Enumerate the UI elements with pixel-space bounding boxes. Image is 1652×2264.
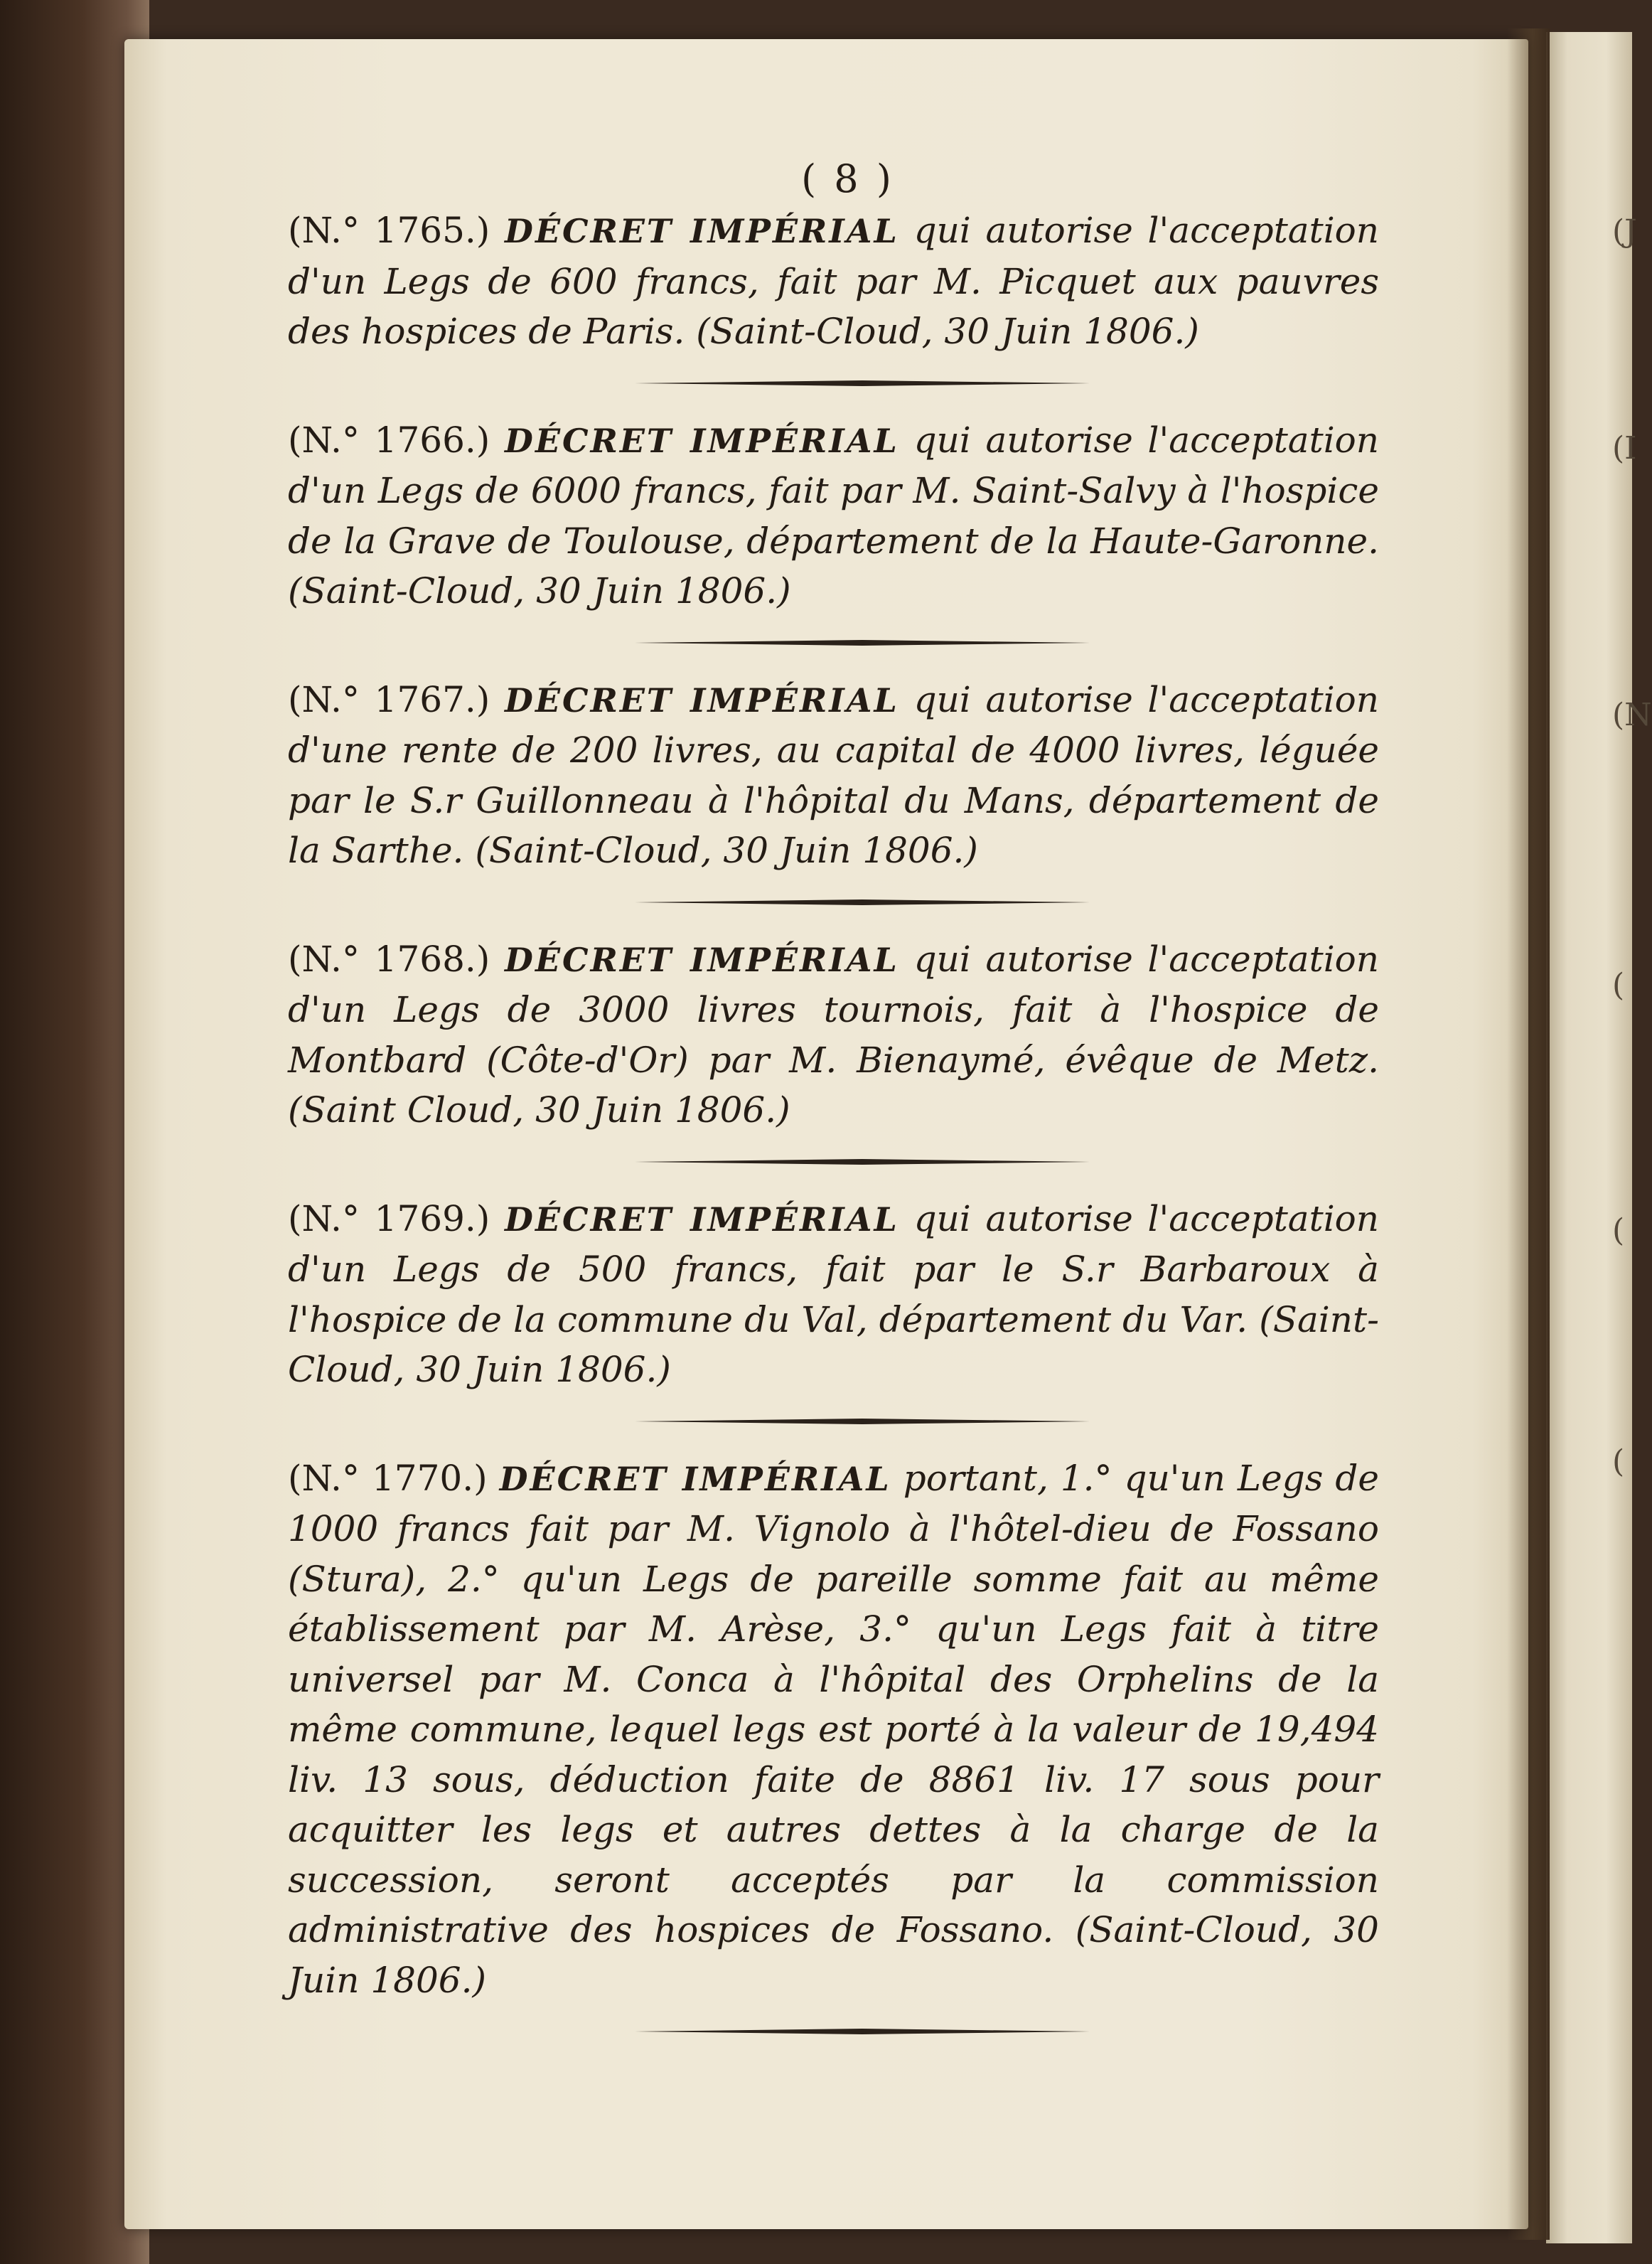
facing-page-mark: (N xyxy=(1612,697,1652,733)
decree-title: DÉCRET IMPÉRIAL xyxy=(505,940,899,979)
facing-page-edge xyxy=(1546,32,1632,2243)
decree-title: DÉCRET IMPÉRIAL xyxy=(505,212,899,250)
decree-body: portant, 1.° qu'un Legs de 1000 francs fait par M. Vignolo à l'hôtel-dieu de Fossano (Stura), 2.° qu'un Legs de pareille somme fait au même établissement par M. Arèse, 3.° qu'un Legs fait à titre universel par M. Conca à l'hôpital des Orphelins de la même commune, lequel legs est porté à la valeur de 19,494 liv. 13 sous, déduction faite de 8861 liv. 17 sous pour acquitter les legs et autres dettes à la charge de la succession, seront acceptés par la commission administrative des hospices de Fossano. (Saint-Cloud, 30 Juin 1806.) xyxy=(288,1457,1379,2001)
section-divider xyxy=(635,899,1090,906)
page-gutter xyxy=(1507,28,1550,2240)
decree-number: (N.° 1770.) xyxy=(288,1457,488,1499)
decree-body: qui autorise l'acceptation d'un Legs de 500 francs, fait par le S.r Barbaroux à l'hospice de la commune du Val, département du Var. (Saint-Cloud, 30 Juin 1806.) xyxy=(288,1197,1379,1390)
decree-number: (N.° 1768.) xyxy=(288,938,490,980)
decree-title: DÉCRET IMPÉRIAL xyxy=(505,421,899,460)
decree-entry-1768 xyxy=(288,934,1379,1136)
section-divider xyxy=(635,380,1090,387)
facing-page-mark: ( xyxy=(1612,1443,1625,1480)
decree-entry-1766 xyxy=(288,415,1379,616)
decree-number: (N.° 1767.) xyxy=(288,678,490,720)
facing-page-mark: (I xyxy=(1612,430,1637,466)
decree-body: qui autorise l'acceptation d'un Legs de 6000 francs, fait par M. Saint-Salvy à l'hospice de la Grave de Toulouse, département de la Haute-Garonne. (Saint-Cloud, 30 Juin 1806.) xyxy=(288,419,1379,612)
decree-entry-1767 xyxy=(288,675,1379,876)
section-divider xyxy=(635,2028,1090,2035)
decree-title: DÉCRET IMPÉRIAL xyxy=(499,1459,891,1498)
decree-number: (N.° 1766.) xyxy=(288,419,490,461)
decree-number: (N.° 1769.) xyxy=(288,1197,490,1239)
decree-number: (N.° 1765.) xyxy=(288,210,490,251)
facing-page-mark: ( xyxy=(1612,967,1625,1003)
decree-title: DÉCRET IMPÉRIAL xyxy=(505,680,899,720)
decree-body: qui autorise l'acceptation d'un Legs de 3000 livres tournois, fait à l'hospice de Montbard (Côte-d'Or) par M. Bienaymé, évêque de Metz. (Saint Cloud, 30 Juin 1806.) xyxy=(288,938,1379,1131)
decree-entry-1765 xyxy=(288,205,1379,357)
section-divider xyxy=(635,1158,1090,1165)
decree-entry-1770 xyxy=(288,1453,1379,2006)
facing-page-mark: ( xyxy=(1612,1212,1625,1249)
section-divider xyxy=(635,1418,1090,1425)
decree-body: qui autorise l'acceptation d'une rente de 200 livres, au capital de 4000 livres, léguée par le S.r Guillonneau à l'hôpital du Mans, département de la Sarthe. (Saint-Cloud, 30 Juin 1806.) xyxy=(288,678,1379,871)
section-divider xyxy=(635,639,1090,646)
facing-page-mark: (J xyxy=(1612,213,1637,250)
decree-title: DÉCRET IMPÉRIAL xyxy=(505,1200,899,1239)
page-number: ( 8 ) xyxy=(801,156,894,201)
decree-body: qui autorise l'acceptation d'un Legs de 600 francs, fait par M. Picquet aux pauvres des hospices de Paris. (Saint-Cloud, 30 Juin 1806.) xyxy=(288,210,1379,352)
decree-entry-1769 xyxy=(288,1194,1379,1395)
page-text-block xyxy=(288,156,1379,2063)
